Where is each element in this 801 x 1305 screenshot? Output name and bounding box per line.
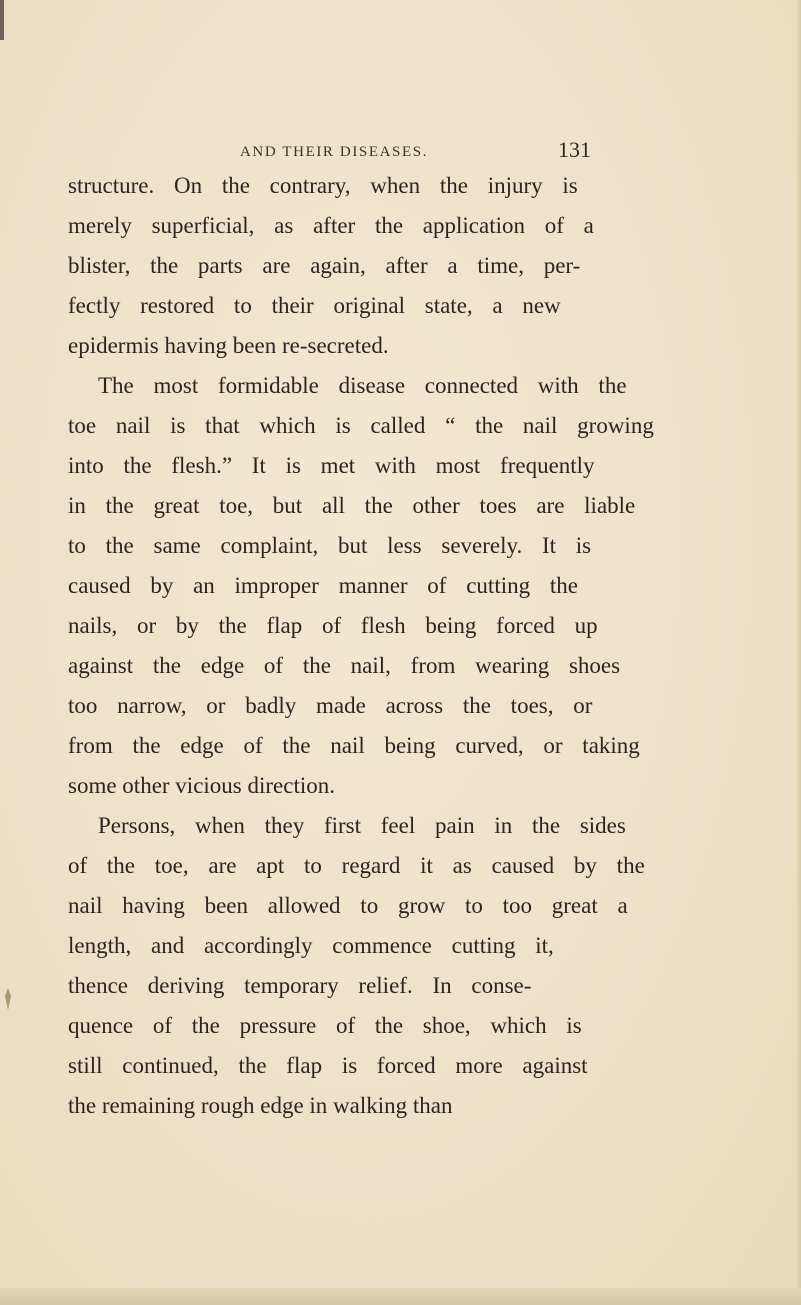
text-line bbox=[0, 1051, 801, 1091]
text-line bbox=[0, 291, 801, 331]
text-line bbox=[0, 811, 801, 851]
text-line bbox=[0, 691, 801, 731]
text-line bbox=[0, 571, 801, 611]
text-line-content: toe nail is that which is called “ the nail growing bbox=[68, 413, 654, 438]
text-line bbox=[0, 651, 801, 691]
page-edge-bottom bbox=[0, 1288, 801, 1305]
text-line-content: from the edge of the nail being curved, or taking bbox=[68, 733, 640, 758]
text-line-content: structure. On the contrary, when the injury is bbox=[68, 173, 578, 198]
text-line bbox=[0, 491, 801, 531]
text-line bbox=[0, 451, 801, 491]
text-line bbox=[0, 931, 801, 971]
text-line-content: nails, or by the flap of flesh being forced up bbox=[68, 613, 598, 638]
text-line-content: in the great toe, but all the other toes are liable bbox=[68, 493, 636, 518]
text-line bbox=[0, 1011, 801, 1051]
text-line bbox=[0, 211, 801, 251]
text-line-content: to the same complaint, but less severely. It is bbox=[68, 533, 592, 558]
text-line-content: quence of the pressure of the shoe, which is bbox=[68, 1013, 582, 1038]
text-line-content: merely superficial, as after the application of a bbox=[68, 213, 594, 238]
text-line bbox=[0, 1091, 801, 1131]
text-line-content: some other vicious direction. bbox=[68, 773, 335, 798]
text-line bbox=[0, 331, 801, 371]
text-line-content: into the flesh.” It is met with most frequently bbox=[68, 453, 595, 478]
page-header bbox=[240, 137, 600, 167]
page-edge-left bbox=[0, 0, 4, 40]
text-line-content: still continued, the flap is forced more against bbox=[68, 1053, 588, 1078]
text-line bbox=[0, 171, 801, 211]
ink-blot-mark bbox=[4, 988, 12, 1010]
text-line-content: nail having been allowed to grow to too great a bbox=[68, 893, 628, 918]
text-line bbox=[0, 371, 801, 411]
text-line bbox=[0, 971, 801, 1011]
text-line bbox=[0, 891, 801, 931]
text-line bbox=[0, 731, 801, 771]
text-line-content: of the toe, are apt to regard it as caused by the bbox=[68, 853, 645, 878]
text-line bbox=[0, 411, 801, 451]
text-line bbox=[0, 851, 801, 891]
text-line-content: The most formidable disease connected with the bbox=[98, 373, 627, 398]
page-number: 131 bbox=[558, 137, 591, 162]
text-line-content: blister, the parts are again, after a time, per- bbox=[68, 253, 581, 278]
text-line bbox=[0, 531, 801, 571]
text-line-content: fectly restored to their original state, a new bbox=[68, 293, 561, 318]
text-line-content: against the edge of the nail, from wearing shoes bbox=[68, 653, 621, 678]
text-line-content: epidermis having been re-secreted. bbox=[68, 333, 389, 358]
text-line-content: Persons, when they first feel pain in the sides bbox=[98, 813, 626, 838]
text-line-content: thence deriving temporary relief. In conse- bbox=[68, 973, 532, 998]
text-line bbox=[0, 611, 801, 651]
running-head: AND THEIR DISEASES. bbox=[240, 144, 429, 160]
text-line-content: the remaining rough edge in walking than bbox=[68, 1093, 453, 1118]
text-line bbox=[0, 251, 801, 291]
text-line-content: length, and accordingly commence cutting it, bbox=[68, 933, 554, 958]
text-line-content: caused by an improper manner of cutting the bbox=[68, 573, 578, 598]
text-line-content: too narrow, or badly made across the toes, or bbox=[68, 693, 593, 718]
text-line bbox=[0, 771, 801, 811]
